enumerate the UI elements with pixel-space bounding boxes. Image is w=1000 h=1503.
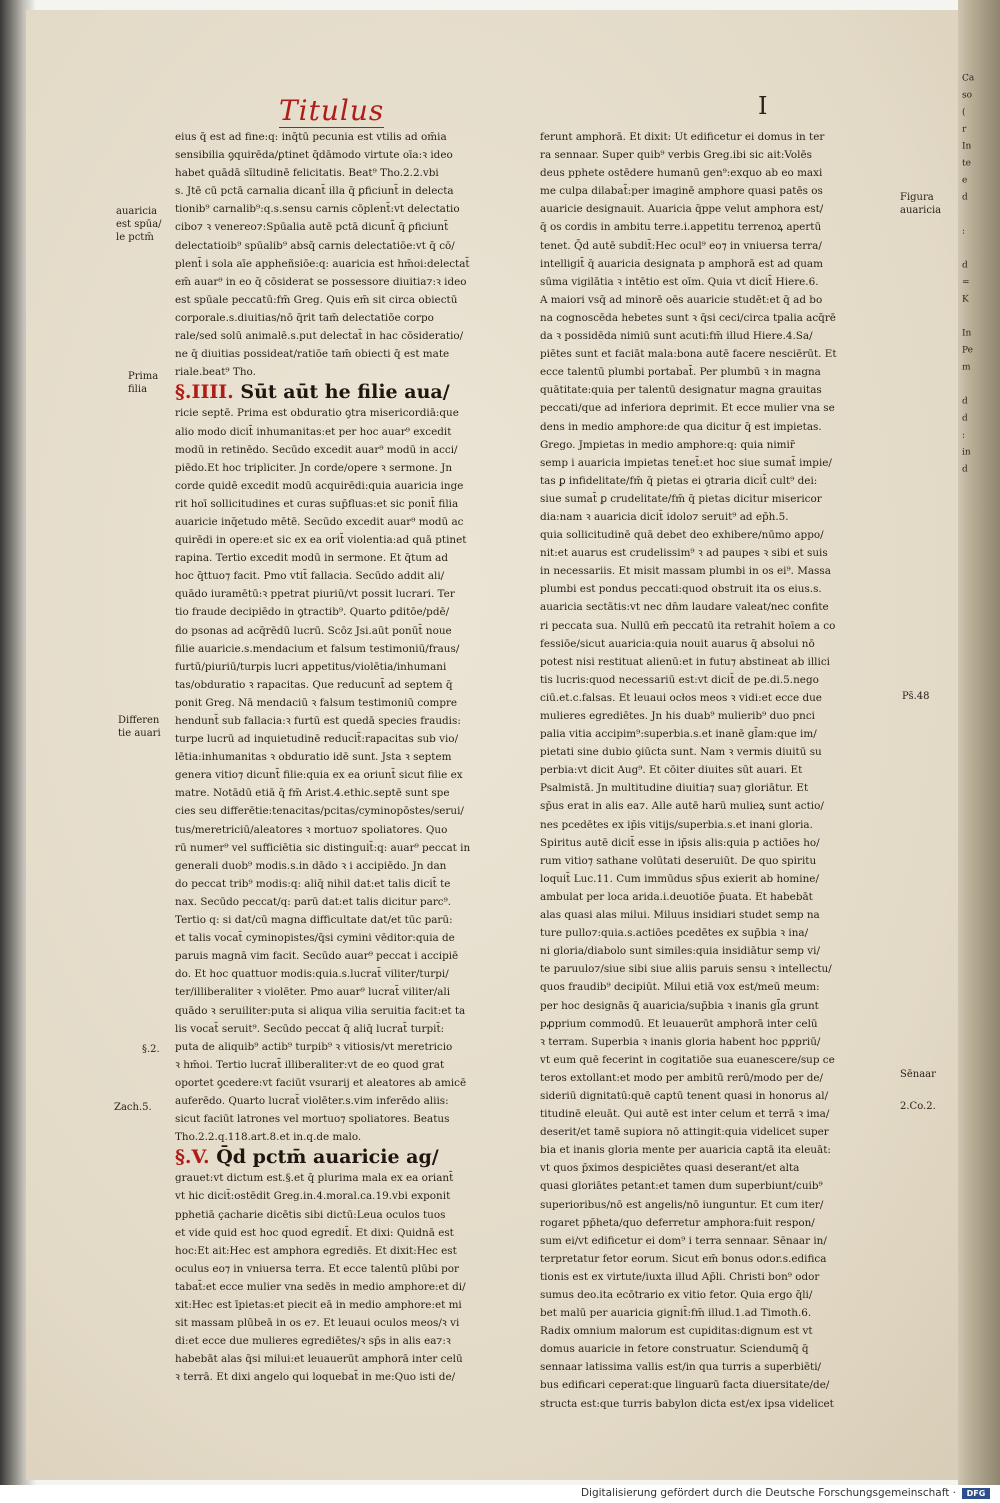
margin-note-prima-filia: Prima filia [128, 371, 159, 395]
margin-note-senaar: Sēnaar [900, 1069, 936, 1080]
left-page-edge [0, 0, 22, 1485]
section-number-v: §.V. [175, 1146, 210, 1169]
left-block-2: ricie septē. Prima est obduratio ꝯtra misericordiā:que alio modo dicit̄ inhumanitas:et per hoc auar⁹ excedit modū in retinēdo. Secūdo excedit auar⁹ modū in acci/ piēdo.Et hoc tripliciter. Jn corde/opere ꝛ sermone. Jn corde quidē excedit modū acquirēdi:quia auaricia inge rit hoī sollicitudines et curas sup̄fluas:et sic ponit̄ filia auaricie inq̄etudo mētē. Secūdo excedit auar⁹ modū ac quirēdi in opere:et sic ex ea orit̄ violentia:ad quā ptinet rapina. Tertio excedit modū in sermone. Et q̄tum ad hoc q̄ttuo⁊ facit. Pmo vtit̄ fallacia. Secūdo addit ali/ quādo iuramētū:ꝛ ppetrat piuriū/vt possit lucrari. Ter tio fraude decipiēdo in ꝯtractib⁹. Quarto ꝑditōe/pdē/ do psonas ad acq̄rēdū lucrū. Scōz Jsi.aūt ponūt̄ noue filie auaricie.s.mendacium et falsum testimoniū/fraus/ furtū/piuriū/turpis lucri appetitus/violētia/inhumani tas/obduratio ꝛ rapacitas. Que reducunt̄ ad septem q̄ ponit Greg. Nā mendaciū ꝛ falsum testimoniū compre hendunt̄ sub fallacia:ꝛ furtū est quedā species fraudis: turpe lucrū ad inquietudinē reducit̄:rapacitas sub vio/ lētia:inhumanitas ꝛ obduratio idē sunt. Jsta ꝛ septem genera vitio⁊ dicunt̄ filie:quia ex ea oriunt̄ sicut filie ex matre. Notādū etiā q̄ fm̄ Arist.4.ethic.septē sunt spe cies seu differētie:tenacitas/pcitas/cyminopōstes/serui/ tus/meretriciū/aleatores ꝛ mortuo⁊ spoliatores. Quo rū numer⁹ vel sufficiētia sic distinguit̄:q: auar⁹ peccat in generali duob⁹ modis.s.in dādo ꝛ i accipiēdo. Jn dan do peccat trib⁹ modis:q: aliq̄ nihil dat:et talis dicit̄ te nax. Secūdo peccat/q: parū dat:et talis dicitur parc⁹. Tertio q: si dat/cū magna difficultate dat/et tūc parū: et talis vocat̄ cyminopistes/q̄si cymini vēditor:quia de paruis magnā vim facit. Secūdo auar⁹ peccat i accipiē do. Et hoc quattuor modis:quia.s.lucrat̄ viliter/turpi/ ter/illiberaliter ꝛ violēter. Pmo auar⁹ lucrat̄ viliter/ali quādo ꝛ seruiliter:puta si aliqua vilia seruitia facit:et ta lis vocat̄ seruit⁹. Secūdo peccat q̄ aliq̄ lucrat̄ turpit̄: puta de aliquib⁹ actib⁹ turpib⁹ ꝛ vitiosis/vt meretricio ꝛ hm̄oi. Tertio lucrat̄ illiberaliter:vt de eo quod grat oportet ꝯcedere:vt faciūt vsurarij et aleatores ab amicē auferēdo. Quarto lucrat̄ violēter.s.vim inferēdo aliis: sicut faciūt latrones vel mortuo⁊ spoliatores. Beatus Tho.2.2.q.118.art.8.et in.q.de malo. [175, 407, 471, 1144]
adjacent-page-fragment: Ca so ( r In te e d : d = K In Pe m d d : in d [962, 73, 975, 475]
section-heading-text-v: Q̄d pctm̄ auaricie ag/ [216, 1146, 439, 1169]
heading-section-iiii [175, 381, 450, 403]
right-page-edge [958, 0, 1000, 1485]
margin-note-psalm-48: Ps̄.48 [902, 691, 930, 702]
margin-note-corinthians: 2.Co.2. [900, 1101, 936, 1112]
left-block-3: grauet:vt dictum est.§.et q̄ plurima mala ex ea oriant̄ vt hic dicit̄:ostēdit Greg.in.4.moral.ca.19.vbi exponit pphetiā çacharie dicētis sibi dictū:Leua oculos tuos et vide quid est hoc quod egredit̄. Et dixi: Quidnā est hoc:Et ait:Hec est amphora egrediēs. Et dixit:Hec est oculus eo⁊ in vniuersa terra. Et ecce talentū plūbi por tabat̄:et ecce mulier vna sedēs in medio amphore:et di/ xit:Hec est īpietas:et piecit eā in medio amphore:et mi sit massam plūbeā in os e⁊. Et leuaui oculos meos/ꝛ vi di:et ecce due mulieres egrediētes/ꝛ sp̄s in alis ea⁊:ꝛ habebāt alas q̄si milui:et leuauerūt amphorā inter celū ꝛ terrā. Et dixi angelo qui loquebat̄ in me:Quo isti de/ [175, 1172, 466, 1384]
running-title: Titulus [279, 94, 385, 127]
right-column-text: ferunt amphorā. Et dixit: Ut edificetur ei domus in ter ra sennaar. Super quib⁹ verbis Greg.ibi sic ait:Volēs deus pphete ostēdere humanū gen⁹:exquo ab eo maxi me culpa dilabat̄:per imaginē amphore quasi patēs os auaricie designauit. Auaricia q̄ppe velut amphora est/ q̄ os cordis in ambitu terre.i.appetitu terrenoꝝ apertū tenet. Q̄d autē subdit̄:Hec ocul⁹ eo⁊ in vniuersa terra/ intelligit̄ q̄ auaricia designata p amphorā est ad quam sūma vigilātia ꝛ intētio est oīm. Quia vt dicit̄ Hiere.6. A maiori vsq̄ ad minorē oēs auaricie studēt:et q̄ ad bo na cognoscēda hebetes sunt ꝛ q̄si ceci/circa tpalia acq̄rē da ꝛ possidēda nimiū sunt acuti:fm̄ illud Hiere.4.Sa/ piētes sunt et faciāt mala:bona autē facere nesciērūt. Et ecce talentū plumbi portabat̄. Per plumbū ꝛ in magna quātitate:quia per talentū designatur magna grauitas peccati/que ad inferiora deprimit. Et ecce mulier vna se dens in medio amphore:de qua dicitur q̄ est impietas. Grego. Jmpietas in medio amphore:q: quia nimir̄ semp i auaricia impietas tenet̄:et hoc siue sumat̄ impie/ tas ꝑ infidelitate/fm̄ q̄ pietas ei ꝯtraria dicit̄ cult⁹ dei: siue sumat̄ ꝑ crudelitate/fm̄ q̄ pietas dicitur misericor dia:nam ꝛ auaricia dicit̄ idolo⁊ seruit⁹ ad ep̄h.5. quia sollicitudinē quā debet deo exhibere/nūmo appo/ nit:et auarus est crudelissim⁹ ꝛ ad paupes ꝛ sibi et suis in necessariis. Et misit massam plumbi in os ei⁹. Massa plumbi est pondus peccati:quod obstruit ita os eius.s. auaricia sectātis:vt nec dn̄m laudare valeat/nec confite ri peccata sua. Nullū em̄ peccatū ita retrahit hoīem a co fessiōe/sicut auaricia:quia nouit auarus q̄ absolui nō potest nisi restituat alienū:et in futu⁊ abstineat ab illici tis lucris:quod necessariū est:vt dicit̄ de pe.di.5.nego ciū.et.c.falsas. Et leuaui ocłos meos ꝛ vidi:et ecce due mulieres egrediētes. Jn his duab⁹ mulierib⁹ duo pnci palia vitia accipim⁹:superbia.s.et inanē gl̄am:que im/ pietati sine dubio ꝯiūcta sunt. Nam ꝛ vermis diuitū su perbia:vt dicit Aug⁹. Et cōiter diuites sūt auari. Et Psalmistā. Jn multitudine diuitia⁊ sua⁊ gloriātur. Et sp̄us erat in alis ea⁊. Alle autē harū mulieꝝ sunt actio/ nes pcedētes ex ip̄is vitijs/superbia.s.et inani gloria. Spiritus autē dicit̄ esse in ip̄sis alis:quia p actiōes ho/ rum vitio⁊ sathane volūtati deseruiūt. De quo spiritu loquit̄ Luc.11. Cum immūdus sp̄us exierit ab homine/ ambulat per loca arida.i.deuotiōe p̄uata. Et habebāt alas quasi alas milui. Miluus insidiari studet semp na ture pullo⁊:quia.s.actiōes pcedētes ex sup̄bia ꝛ ina/ ni gloria/diabolo sunt similes:quia insidiātur semp vi/ te paruulo⁊/siue sibi siue aliis paruis sensu ꝛ intellectu/ quos fraudib⁹ decipiūt. Milui etiā vox est/meū meum: per hoc designās q̄ auaricia/sup̄bia ꝛ inanis gl̄a grunt pꝓprium commodū. Et leuauerūt amphorā inter celū ꝛ terram. Superbia ꝛ inanis gloria habent hoc pꝓpriū/ vt eum quē fecerint in cogitatiōe sua euanescere/sup ce teros extollant:et modo per ambitū rerū/modo per de/ sideriū dignitatū:quē captū tenent quasi in honorus al/ titudinē eleuāt. Qui autē est inter celum et terrā ꝛ ima/ deserit/et tamē supiora nō attingit:quia videlicet super bia et inanis gloria mente per auaricia captā ita eleuāt: vt quos p̄ximos despiciētes quasi deserant/et alta quasi gloriātes petant:et tamen dum superbiunt/cuib⁹ superioribus/nō est angelis/nō iunguntur. Et cum iter/ rogaret pp̄heta/quo deferretur amphora:fuit respon/ sum ei/vt edificetur ei dom⁹ i terra sennaar. Sēnaar in/ terpretatur fetor eorum. Sicut em̄ bonus odor.s.edifica tionis est ex virtute/iuxta illud Ap̄li. Christi bon⁹ odor sumus deo.ita ecōtrario ex vitio fetor. Quia ergo q̄li/ bet malū per auaricia gignit̄:fm̄ illud.1.ad Timoth.6. Radix omnium malorum est cupiditas:dignum est vt domus auaricie in fetore construatur. Sciendumq̄ q̄ sennaar latissima vallis est/in qua turris a superbiēti/ bus edificari ceperat:que linguarū facta diuersitate/de/ structa est:que turris babylon dicta est/ex ipsa videlicet [540, 131, 837, 1410]
left-text-column [175, 128, 533, 1384]
section-number-iiii: §.IIII. [175, 381, 234, 404]
left-block-1: eius q̄ est ad fine:q: inq̄tū pecunia est vtilis ad om̄ia sensibilia ꝯquirēda/ꝑtinet q̄dāmodo virtute oīa:ꝛ ideo habet quādā sīltudinē felicitatis. Beat⁹ Tho.2.2.vbi s. Jtē cū pctā carnalia dicant̄ illa q̄ ꝑficiunt̄ in delecta tionib⁹ carnalib⁹:q.s.sensu carnis cōplent̄:vt delectatio cibo⁊ ꝛ venereo⁊:Spūalia autē pctā dicunt̄ q̄ ꝑficiunt̄ delectatioib⁹ spūalib⁹ absq̄ carnis delectatiōe:vt q̄ cō/ plent̄ i sola aīe appheñsiōe:q: auaricia est hm̄oi:delectat̄ em̄ auar⁹ in eo q̄ cōsiderat se possessore diuitia⁊:ꝛ ideo est spūale peccatū:fm̄ Greg. Quis em̄ sit circa obiectū corporale.s.diuitias/nō q̄rit tam̄ delectatiōe corpo rale/sed solū animalē.s.put delectat̄ in hac cōsideratio/ ne q̄ diuitias possideat/ratiōe tam̄ obiecti q̄ est mate riale.beat⁹ Tho. [175, 131, 470, 379]
right-text-column [540, 128, 902, 1410]
heading-section-v [175, 1146, 439, 1168]
page-number: I [758, 92, 768, 120]
dfg-logo: DFG [962, 1488, 990, 1499]
margin-note-differentie: Differen tie auari [118, 715, 161, 739]
section-heading-text-iiii: Sūt aūt he filie aua/ [240, 381, 450, 404]
margin-note-zach: Zach.5. [114, 1102, 152, 1113]
margin-note-paragraph-2: §.2. [142, 1044, 160, 1055]
footer-credit: Digitalisierung gefördert durch die Deutsche Forschungsgemeinschaft · [580, 1487, 956, 1499]
margin-note-figura: Figura auaricia [900, 192, 942, 216]
margin-note-avaricia: auaricia est spūa/ le pctm̄ [116, 206, 162, 243]
